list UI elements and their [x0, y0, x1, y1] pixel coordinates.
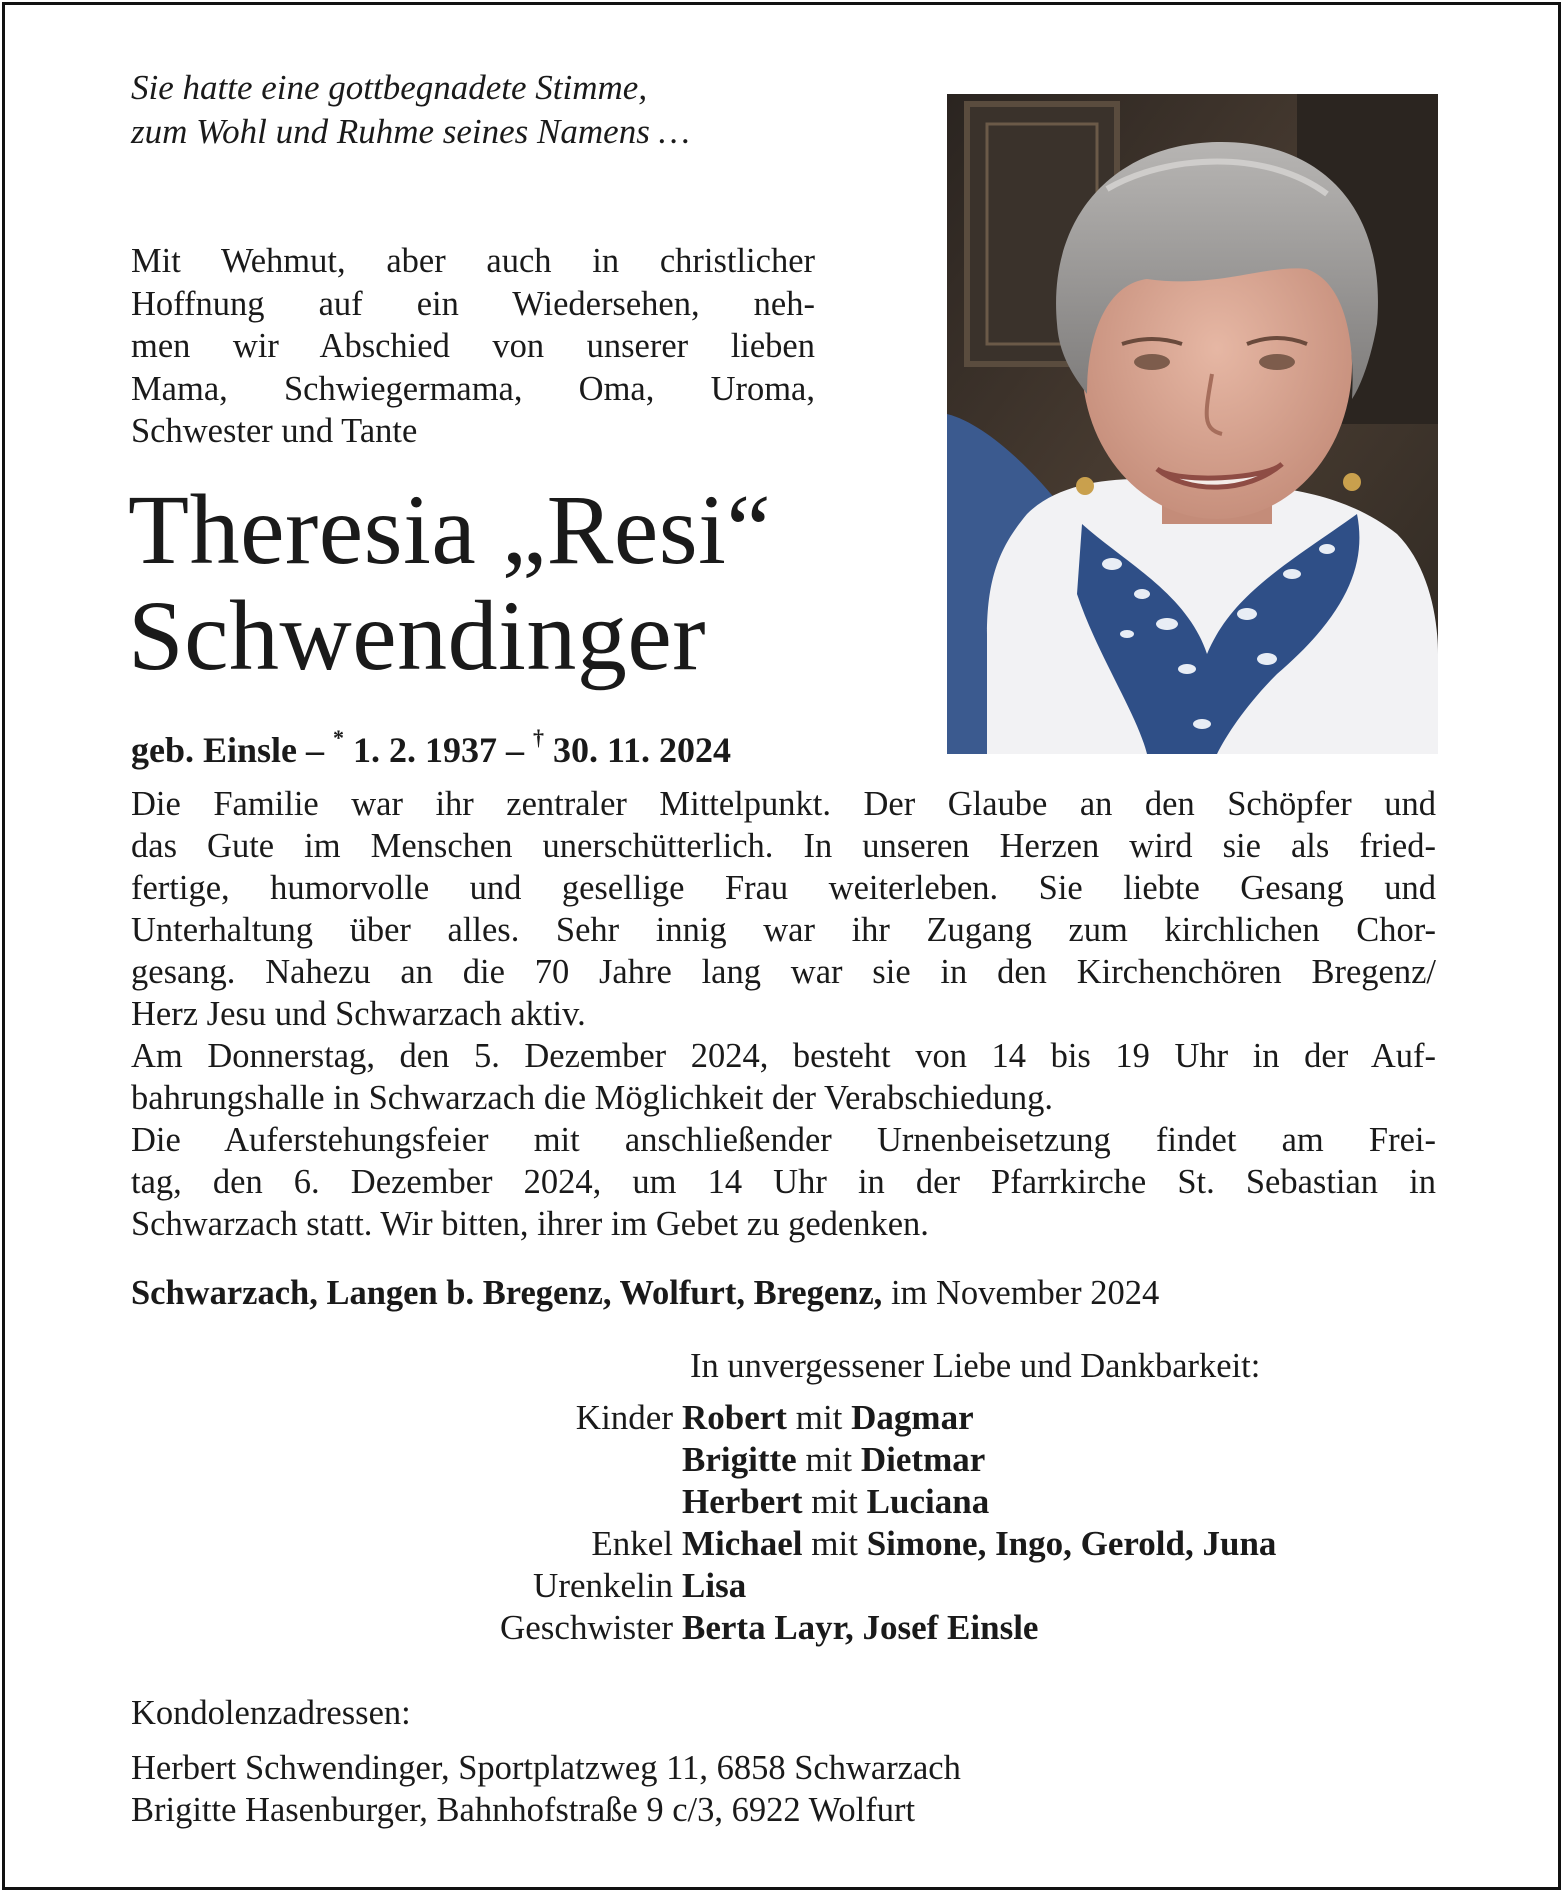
family-name: Berta Layr, Josef Einsle: [682, 1608, 1039, 1647]
intro-line: Mama, Schwiegermama, Oma, Uroma,: [131, 369, 815, 408]
closing-line: In unvergessener Liebe und Dankbarkeit:: [690, 1347, 1261, 1385]
family-row: [131, 1481, 1451, 1523]
motto-line: Sie hatte eine gottbegnadete Stimme,: [131, 68, 648, 107]
family-name: Michael: [682, 1524, 803, 1563]
family-name: Dagmar: [851, 1398, 974, 1437]
body-line: Die Familie war ihr zentraler Mittelpunkt. Der Glaube an den Schöpfer und: [131, 785, 1436, 823]
intro-text: [131, 240, 815, 453]
mit-word: mit: [805, 1440, 853, 1479]
intro-line: Mit Wehmut, aber auch in christlicher: [131, 242, 815, 280]
intro-line: Hoffnung auf ein Wiedersehen, neh-: [131, 284, 815, 323]
place-and-date: [131, 1272, 1451, 1314]
family-row: [131, 1523, 1451, 1565]
condolence-addresses: [131, 1692, 1231, 1831]
family-row: [131, 1397, 1451, 1439]
family-name: Simone, Ingo, Gerold, Juna: [866, 1524, 1277, 1563]
deceased-name-line2: Schwendinger: [128, 580, 707, 691]
family-name: Herbert: [682, 1482, 803, 1521]
place-towns: Schwarzach, Langen b. Bregenz, Wolfurt, Bregenz,: [131, 1274, 883, 1312]
mit-word: mit: [795, 1398, 843, 1437]
family-row: [131, 1607, 1451, 1649]
motto-quote: [131, 66, 831, 154]
relation-label: Urenkelin: [533, 1566, 673, 1605]
life-dates: geb. Einsle – * 1. 2. 1937 – † 30. 11. 2024: [131, 725, 732, 770]
body-line: fertige, humorvolle und gesellige Frau weiterleben. Sie liebte Gesang und: [131, 869, 1436, 907]
portrait-photo: [947, 94, 1438, 754]
deceased-name-line1: Theresia „Resi“: [128, 474, 772, 585]
birth-symbol: *: [333, 725, 345, 750]
body-line: Die Auferstehungsfeier mit anschließender Urnenbeisetzung findet am Frei-: [131, 1121, 1436, 1159]
condolence-address: Brigitte Hasenburger, Bahnhofstraße 9 c/3, 6922 Wolfurt: [131, 1791, 916, 1829]
obituary-text: [131, 783, 1436, 1245]
condolence-address: Herbert Schwendinger, Sportplatzweg 11, 6858 Schwarzach: [131, 1749, 961, 1787]
death-symbol: †: [533, 725, 545, 750]
family-name: Luciana: [866, 1482, 990, 1521]
relation-label: Kinder: [575, 1398, 673, 1437]
body-line: Am Donnerstag, den 5. Dezember 2024, besteht von 14 bis 19 Uhr in der Auf-: [131, 1037, 1436, 1075]
birth-date: 1. 2. 1937: [353, 730, 498, 770]
body-line: Unterhaltung über alles. Sehr innig war ihr Zugang zum kirchlichen Chor-: [131, 911, 1436, 949]
family-name: Brigitte: [682, 1440, 797, 1479]
motto-line: zum Wohl und Ruhme seines Namens …: [131, 112, 690, 151]
mit-word: mit: [811, 1482, 858, 1521]
body-line: gesang. Nahezu an die 70 Jahre lang war sie in den Kirchenchören Bregenz/: [131, 953, 1436, 991]
birth-name: geb. Einsle: [131, 730, 298, 770]
intro-line: men wir Abschied von unserer lieben: [131, 327, 815, 365]
deceased-name: [128, 474, 888, 691]
place-date: im November 2024: [890, 1274, 1160, 1312]
relation-label: Geschwister: [499, 1608, 673, 1647]
body-line: bahrungshalle in Schwarzach die Möglichkeit der Verabschiedung.: [131, 1079, 1053, 1117]
body-line: tag, den 6. Dezember 2024, um 14 Uhr in der Pfarrkirche St. Sebastian in: [131, 1163, 1436, 1201]
family-name: Lisa: [682, 1566, 747, 1605]
mit-word: mit: [811, 1524, 858, 1563]
body-line: Schwarzach statt. Wir bitten, ihrer im Gebet zu gedenken.: [131, 1205, 929, 1243]
family-row: [131, 1439, 1451, 1481]
intro-line: Schwester und Tante: [131, 412, 418, 450]
family-row: [131, 1565, 1451, 1607]
death-date: 30. 11. 2024: [553, 730, 732, 770]
condolence-heading: Kondolenzadressen:: [131, 1694, 411, 1732]
portrait-illustration: [947, 94, 1438, 754]
family-list: [131, 1397, 1451, 1649]
body-line: das Gute im Menschen unerschütterlich. In unseren Herzen wird sie als fried-: [131, 827, 1436, 865]
relation-label: Enkel: [591, 1524, 673, 1563]
body-line: Herz Jesu und Schwarzach aktiv.: [131, 995, 586, 1033]
family-name: Dietmar: [860, 1440, 986, 1479]
family-name: Robert: [682, 1398, 787, 1437]
